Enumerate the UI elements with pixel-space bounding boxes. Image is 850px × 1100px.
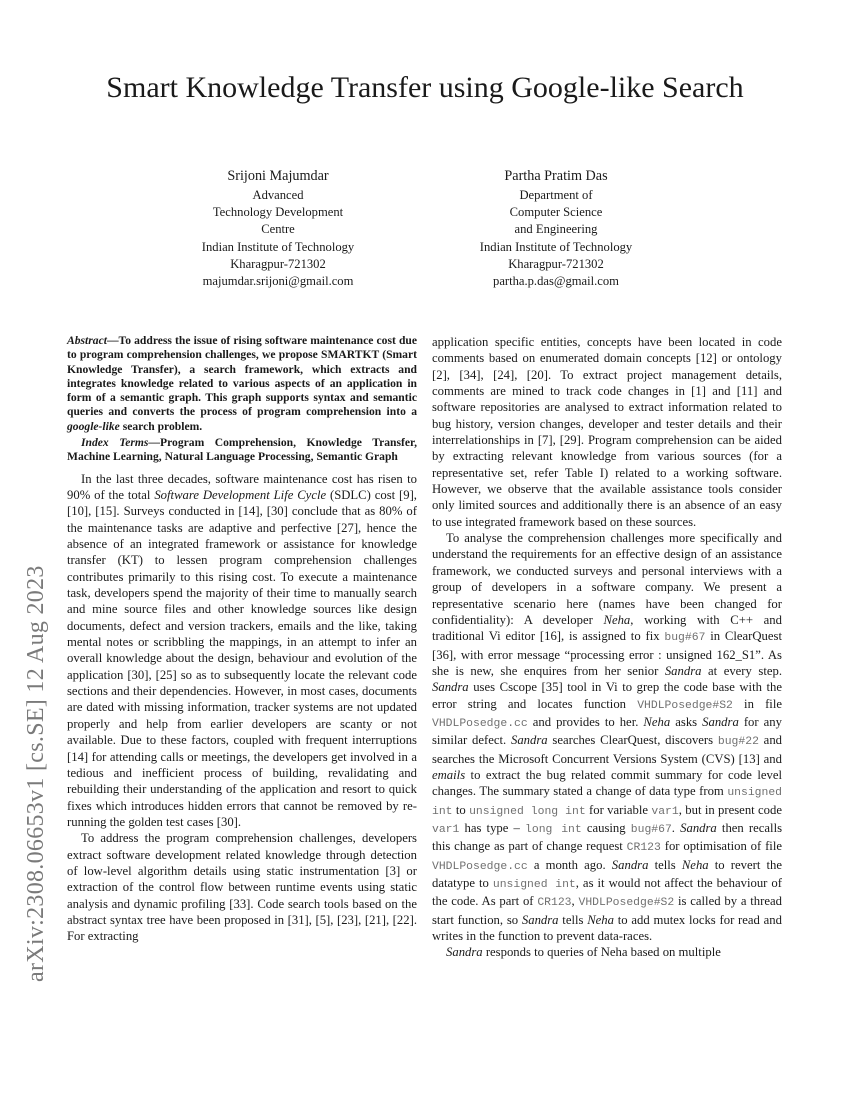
text-emphasis: Sandra (432, 680, 469, 695)
author-email: partha.p.das@gmail.com (493, 274, 619, 289)
text-emphasis: Sandra (702, 714, 739, 729)
text-run: (SDLC) cost [9], [10], [15]. Surveys conducted in [14], [30] conclude that as 80% of the maintenance tasks are adaptive and perfective [27], hence the absence of an integrated framework or assistance for knowledge transfer (KT) to lessen program comprehension challenges contributes primarily to this rising cost. To execute a maintenance task, developers spend the majority of their time to manually search and mine source files and other knowledge sources like design documents, defect and version trackers, emails and the like, taking mental notes or scribbling the mappings, in an attempt to infer an overall knowledge about the design, behaviour and evolution of the application [30], [25] so as to subsequently locate the relevant code sections and their dependencies. However, in most cases, documents are dated with missing information, tracker systems are not updated properly and help from earlier developers are scanty or not available. Due to these factors, coupled with frequent interruptions [14] for attending calls or meetings, the developers get involved in a tedious and inefficient process of building, revalidating and rebuilding their understanding of the application and resort to quick fixes which introduces hidden errors that cannot be removed by re-running the golden test cases [30]. (67, 488, 417, 829)
text-run: In the last three decades, software maintenance cost has risen to 90% of the total (67, 471, 417, 503)
text-run: then recalls this change as part of change request (432, 820, 783, 854)
index-terms-text: —Program Comprehension, Knowledge Transfer, Machine Learning, Natural Language Processing, Semantic Graph (67, 436, 417, 464)
text-emphasis: Sandra (664, 663, 702, 678)
text-run: to extract the bug related commit summary for code level changes. The summary stated a change of data type from (432, 767, 782, 799)
text-emphasis: Software Development Life Cycle (154, 488, 327, 503)
arxiv-identifier: arXiv:2308.06653v1 [cs.SE] 12 Aug 2023 (23, 565, 49, 982)
inline-code: VHDLPosedge.cc (432, 717, 528, 730)
author-name: Srijoni Majumdar (227, 168, 329, 184)
author-affiliation-line: Indian Institute of Technology (479, 239, 633, 254)
inline-code: VHDLPosedge.cc (432, 860, 528, 873)
text-emphasis: Sandra (611, 857, 649, 872)
body-paragraph-5 (432, 944, 782, 960)
text-run: tells (558, 912, 588, 927)
text-run: to revert the datatype to (432, 857, 782, 890)
author-affiliation-line: Computer Science (509, 205, 603, 220)
text-run: to add mutex locks for read and writes in the function to prevent data-races. (432, 912, 782, 944)
inline-code: long int (525, 823, 582, 836)
text-emphasis: Neha (681, 857, 709, 872)
text-run: tells (648, 857, 682, 872)
text-run: and searches the Microsoft Concurrent Versions System (CVS) [13] and (432, 733, 783, 766)
inline-code: bug#67 (664, 632, 706, 645)
text-emphasis: Sandra (521, 912, 559, 927)
text-run: responds to queries of Neha based on multiple (482, 945, 721, 960)
text-emphasis: emails (432, 767, 466, 782)
text-run: and provides to her. (527, 714, 644, 729)
text-emphasis: Sandra (510, 733, 548, 748)
inline-code: unsigned int (432, 787, 782, 818)
author-name: Partha Pratim Das (504, 168, 608, 184)
author-affiliation-line: Kharagpur-721302 (230, 256, 326, 271)
inline-code: var1 (651, 805, 679, 818)
author-affiliation-line: Centre (261, 222, 295, 237)
author-affiliation-line: and Engineering (514, 222, 598, 237)
text-run: for optimisation of file (660, 839, 782, 854)
paper-title: Smart Knowledge Transfer using Google-like Search (106, 71, 744, 104)
right-column (432, 334, 782, 961)
text-emphasis: Neha (587, 912, 614, 927)
author-affiliation-line: Department of (519, 188, 593, 202)
text-emphasis: Neha (643, 714, 671, 729)
abstract-emphasis: google-like (67, 419, 120, 433)
text-run: to (452, 802, 470, 817)
inline-code: CR123 (537, 897, 572, 910)
text-run: in ClearQuest [36], with error message “processing error : unsigned 162_S1”. As she is new, she enquires from her senior (432, 629, 782, 678)
text-run: in file (732, 696, 782, 711)
text-run: for any similar defect. (432, 714, 782, 748)
text-run: for variable (585, 802, 652, 817)
inline-code: CR123 (626, 842, 661, 855)
author-email: majumdar.srijoni@gmail.com (202, 274, 354, 289)
inline-code: unsigned long int (469, 805, 586, 818)
text-run: , (571, 894, 579, 909)
abstract-text: —To address the issue of rising software maintenance cost due to program comprehension challenges, we propose SMARTKT (Smart Knowledge Transfer), a search framework, which extracts and integrates knowledge related to various aspects of an application in form of a semantic graph. This graph supports syntax and semantic queries and converts the process of program comprehension into a (67, 334, 417, 419)
abstract-tail: search problem. (119, 419, 203, 433)
author-affiliation-line: Technology Development (212, 205, 344, 220)
text-run: To analyse the comprehension challenges more specifically and understand the requirements for an effective design of an assistance framework, we conducted surveys and personal interviews with a group of developers in a software company. We present a representative scenario here (names have been changed for confidentiality): A developer (432, 531, 782, 627)
inline-code: VHDLPosedge#S2 (637, 699, 733, 712)
body-paragraph-2: To address the program comprehension challenges, developers extract software development related knowledge through detection of low-level algorithm details using static instrumentation [3] or extraction of the control flow between runtime events using static analysis and dynamic profiling [33]. Code search tools based on the abstract syntax tree have been proposed in [31], [5], [23], [21], [22]. For extracting (67, 831, 417, 944)
abstract-label: Abstract (67, 334, 107, 347)
inline-code: var1 (432, 823, 460, 836)
text-run: causing (581, 820, 631, 835)
text-run: a month ago. (527, 857, 612, 872)
text-run: , but in present code (678, 802, 782, 817)
text-run: uses Cscope [35] tool in Vi to grep the code base with the error string and locates function (432, 680, 782, 711)
text-run: searches ClearQuest, discovers (547, 733, 718, 748)
text-run: is called by a thread start function, so (432, 894, 782, 927)
body-paragraph-4 (432, 530, 782, 944)
inline-code: bug#22 (717, 736, 759, 749)
body-paragraph-1 (67, 471, 417, 831)
inline-code: unsigned int (492, 879, 576, 891)
body-paragraph-3: application specific entities, concepts have been located in code comments based on enumerated domain concepts [12] or ontology [2], [34], [24], [20]. To extract project management details, comments are mined to track code changes in [1] and [11] and software repositories are analysed to extract information related to bug history, version changes, developer and tester details and their interrelationships in [7], [29]. Program comprehension can be aided by extracting relevant knowledge from various sources (for a representative set, refer Table I) related to a working software. However, we observe that the available assistance tools consider only limited sources and additionally there is an absence of an easy to use integrated framework based on these sources. (432, 335, 782, 529)
author-affiliation-line: Indian Institute of Technology (201, 239, 355, 254)
inline-code: bug#67 (630, 823, 672, 836)
text-run: . (671, 820, 681, 835)
text-emphasis: Sandra (680, 820, 717, 835)
inline-code: VHDLPosedge#S2 (578, 897, 675, 910)
author-block-1 (148, 166, 408, 290)
text-emphasis: Sandra (446, 945, 483, 960)
left-column (67, 334, 417, 945)
index-terms (67, 436, 417, 465)
text-run: , working with C++ and traditional Vi editor [16], is assigned to fix (432, 612, 782, 644)
text-emphasis: Neha (603, 612, 631, 627)
author-affiliation-line: Advanced (252, 188, 304, 202)
author-affiliation-line: Kharagpur-721302 (508, 256, 604, 271)
text-run: asks (670, 714, 703, 729)
text-run: has type – (459, 820, 526, 835)
text-run: , as it would not affect the behaviour of the code. As part of (432, 876, 782, 909)
text-run: at every step. (701, 663, 782, 678)
index-terms-label: Index Terms (81, 436, 149, 450)
abstract (67, 334, 417, 434)
author-block-2 (426, 166, 686, 290)
